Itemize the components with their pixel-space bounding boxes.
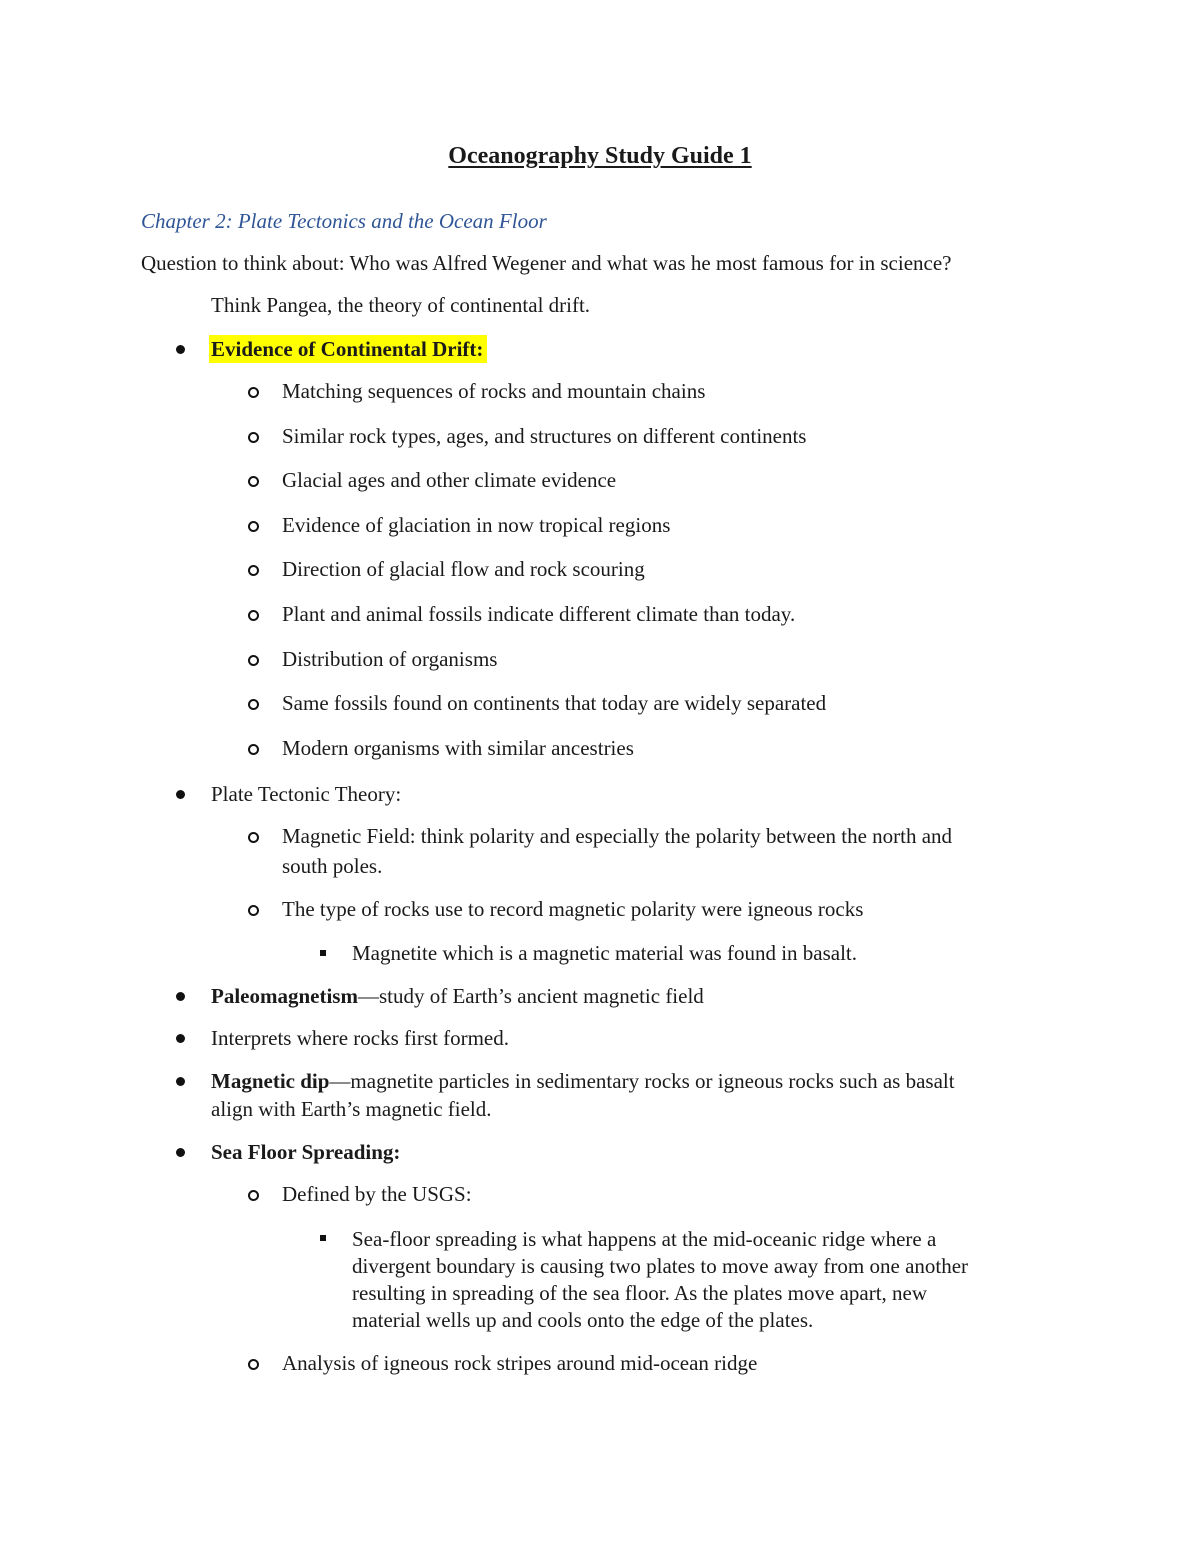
evidence-heading: Evidence of Continental Drift: <box>211 336 487 363</box>
list-item: Magnetic Field: think polarity and especially the polarity between the north and <box>282 824 953 848</box>
magnetic-dip-continuation: align with Earth’s magnetic field. <box>211 1097 492 1121</box>
list-item: Modern organisms with similar ancestries <box>282 736 634 760</box>
circle-bullet-icon <box>248 521 259 532</box>
list-item: Matching sequences of rocks and mountain chains <box>282 379 706 403</box>
paleomagnetism-item <box>211 983 704 1010</box>
square-bullet-icon <box>320 950 326 956</box>
paleomagnetism-term: Paleomagnetism <box>211 984 358 1008</box>
circle-bullet-icon <box>248 387 259 398</box>
list-item: Defined by the USGS: <box>282 1182 472 1206</box>
bullet-icon <box>176 1077 185 1086</box>
circle-bullet-icon <box>248 1359 259 1370</box>
list-item: Analysis of igneous rock stripes around mid-ocean ridge <box>282 1351 758 1375</box>
circle-bullet-icon <box>248 476 259 487</box>
list-item: Evidence of glaciation in now tropical regions <box>282 513 671 537</box>
paleomagnetism-definition: —study of Earth’s ancient magnetic field <box>357 984 704 1008</box>
list-item: Similar rock types, ages, and structures on different continents <box>282 424 807 448</box>
sea-floor-definition-line: resulting in spreading of the sea floor. As the plates move apart, new <box>352 1281 928 1305</box>
circle-bullet-icon <box>248 832 259 843</box>
sea-floor-definition-line: material wells up and cools onto the edge of the plates. <box>352 1308 814 1332</box>
plate-tectonic-heading: Plate Tectonic Theory: <box>211 782 402 806</box>
chapter-heading: Chapter 2: Plate Tectonics and the Ocean Floor <box>141 209 547 233</box>
bullet-icon <box>176 992 185 1001</box>
circle-bullet-icon <box>248 699 259 710</box>
circle-bullet-icon <box>248 905 259 916</box>
circle-bullet-icon <box>248 565 259 576</box>
list-item: The type of rocks use to record magnetic polarity were igneous rocks <box>282 897 864 921</box>
interprets-item: Interprets where rocks first formed. <box>211 1026 509 1050</box>
sea-floor-definition-line: Sea-floor spreading is what happens at the mid-oceanic ridge where a <box>352 1227 937 1251</box>
magnetic-dip-term: Magnetic dip <box>211 1069 330 1093</box>
bullet-icon <box>176 1034 185 1043</box>
list-item: Distribution of organisms <box>282 647 498 671</box>
list-item: Glacial ages and other climate evidence <box>282 468 617 492</box>
question-text: Question to think about: Who was Alfred Wegener and what was he most famous for in science? <box>141 251 952 275</box>
bullet-icon <box>176 1148 185 1157</box>
circle-bullet-icon <box>248 610 259 621</box>
bullet-icon <box>176 790 185 799</box>
square-bullet-icon <box>320 1235 326 1241</box>
sea-floor-heading: Sea Floor Spreading: <box>211 1140 401 1164</box>
list-item: Magnetite which is a magnetic material was found in basalt. <box>352 941 858 965</box>
magnetic-dip-definition: —magnetite particles in sedimentary rocks or igneous rocks such as basalt <box>329 1069 955 1093</box>
sea-floor-definition-line: divergent boundary is causing two plates to move away from one another <box>352 1254 969 1278</box>
answer-text: Think Pangea, the theory of continental drift. <box>211 293 591 317</box>
list-item-continuation: south poles. <box>282 854 383 878</box>
bullet-icon <box>176 345 185 354</box>
list-item: Direction of glacial flow and rock scouring <box>282 557 645 581</box>
circle-bullet-icon <box>248 744 259 755</box>
circle-bullet-icon <box>248 1190 259 1201</box>
circle-bullet-icon <box>248 432 259 443</box>
list-item: Plant and animal fossils indicate different climate than today. <box>282 602 796 626</box>
list-item: Same fossils found on continents that today are widely separated <box>282 691 827 715</box>
circle-bullet-icon <box>248 655 259 666</box>
magnetic-dip-item <box>211 1068 955 1095</box>
document-title: Oceanography Study Guide 1 <box>448 143 752 169</box>
